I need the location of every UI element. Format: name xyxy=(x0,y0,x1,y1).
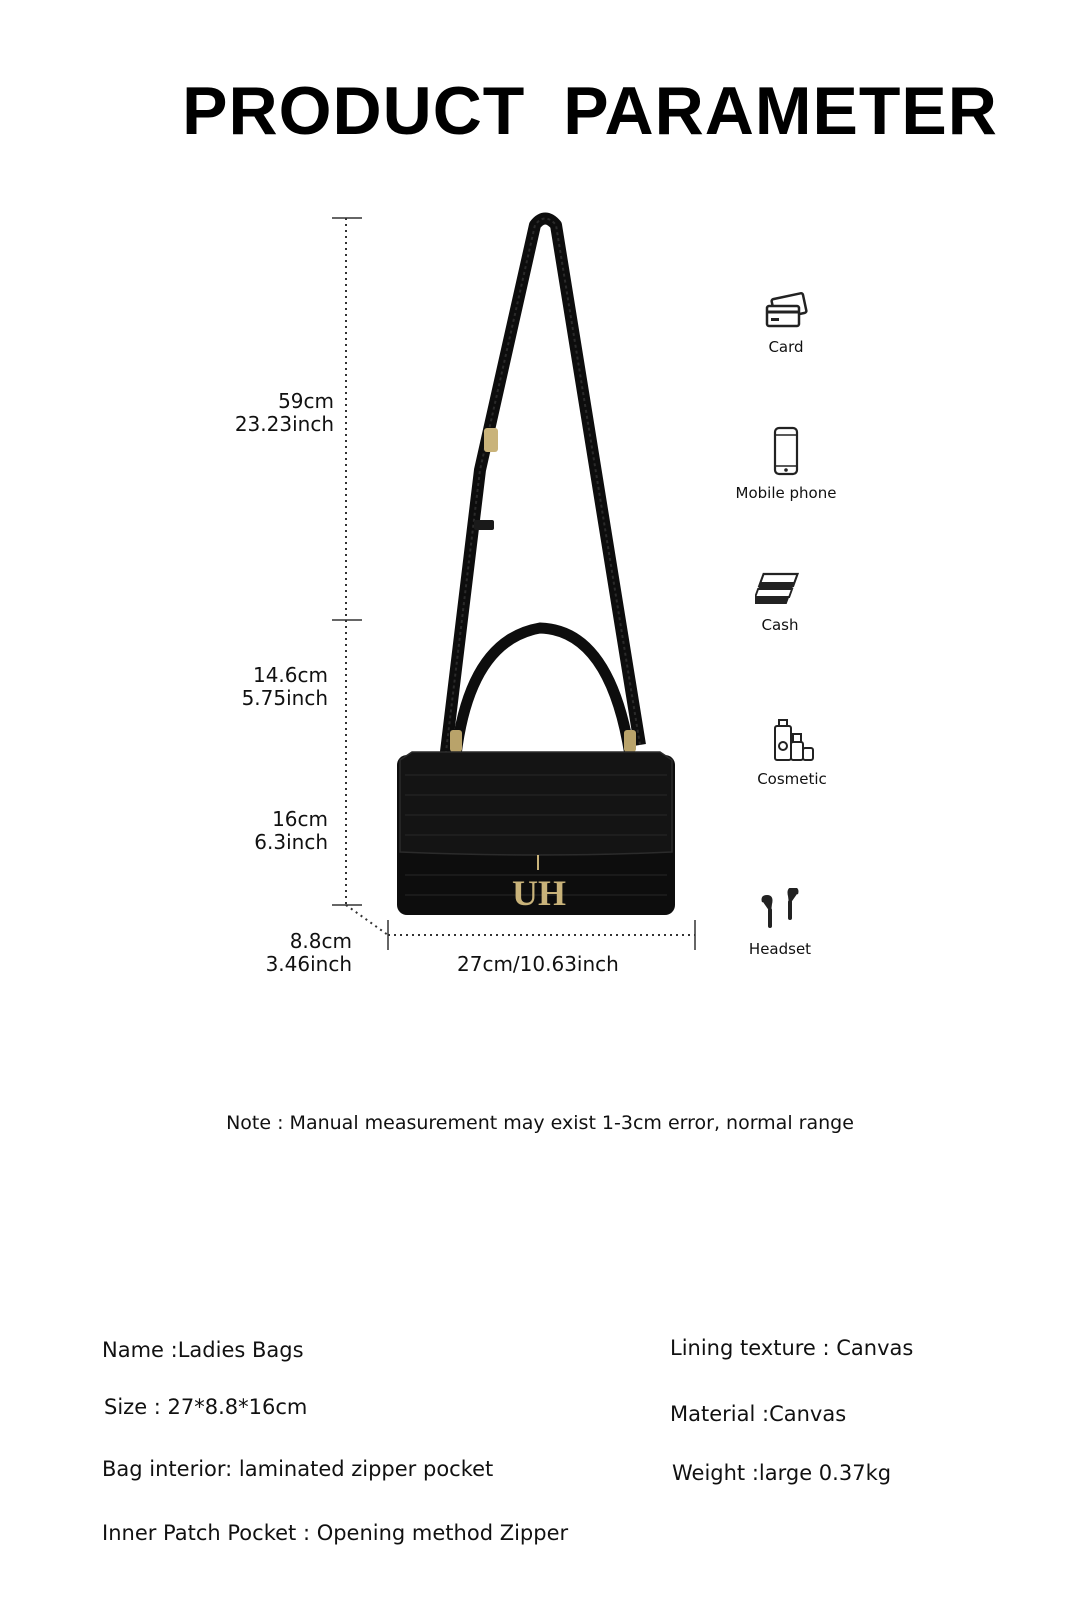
measurement-note: Note : Manual measurement may exist 1-3cm error, normal range xyxy=(226,1112,854,1134)
bag-height-label: 16cm 6.3inch xyxy=(254,807,328,854)
spec-interior: Bag interior: laminated zipper pocket xyxy=(102,1457,494,1481)
capacity-item-mobile-phone: Mobile phone xyxy=(706,426,866,502)
depth-measure-line xyxy=(346,905,388,935)
spec-material: Material :Canvas xyxy=(670,1402,847,1426)
bag-width-label: 27cm/10.63inch xyxy=(457,952,619,976)
mobile-phone-icon xyxy=(772,426,800,478)
handle-ring-left xyxy=(450,730,462,752)
strap-length-label: 59cm 23.23inch xyxy=(234,389,334,436)
capacity-item-headset: Headset xyxy=(700,888,860,958)
strap-keeper xyxy=(474,520,494,530)
strap-buckle xyxy=(484,428,498,452)
bag-depth-label: 8.8cm 3.46inch xyxy=(265,929,352,976)
spec-name: Name :Ladies Bags xyxy=(102,1338,304,1362)
card-icon xyxy=(763,292,809,332)
handle-height-label: 14.6cm 5.75inch xyxy=(241,663,328,710)
spec-inner-pocket: Inner Patch Pocket : Opening method Zipper xyxy=(102,1521,569,1545)
bag-flap xyxy=(400,752,672,855)
spec-size: Size : 27*8.8*16cm xyxy=(104,1395,308,1419)
spec-weight: Weight :large 0.37kg xyxy=(672,1461,892,1485)
svg-text:UH: UH xyxy=(512,873,566,913)
headset-icon xyxy=(757,888,803,934)
cash-icon xyxy=(755,570,805,610)
spec-lining: Lining texture : Canvas xyxy=(670,1336,914,1360)
handle-ring-right xyxy=(624,730,636,752)
capacity-item-cosmetic: Cosmetic xyxy=(712,718,872,788)
top-handle xyxy=(456,628,630,755)
page-title: PRODUCT PARAMETER xyxy=(182,73,998,149)
cosmetic-icon xyxy=(769,718,815,764)
capacity-item-card: Card xyxy=(706,292,866,356)
capacity-item-cash: Cash xyxy=(700,570,860,634)
